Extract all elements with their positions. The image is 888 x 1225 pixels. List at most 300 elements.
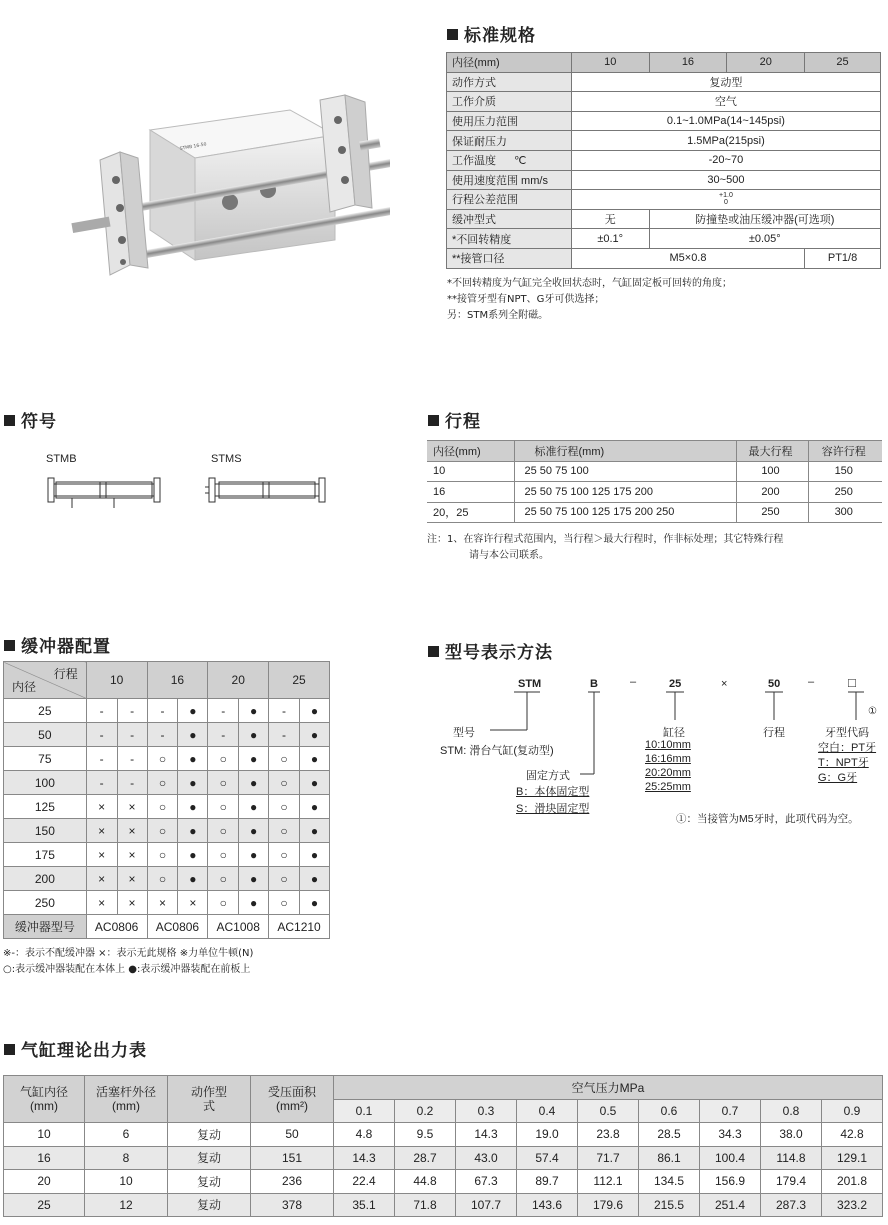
spec-value: ±0.1° xyxy=(571,229,649,249)
force-value-cell: 28.7 xyxy=(395,1146,456,1170)
buffer-mark-cell: ● xyxy=(300,843,330,867)
buffer-header-row xyxy=(4,662,330,699)
force-header-area-unit: (mm²) xyxy=(276,1099,308,1113)
spec-label: 缓冲型式 xyxy=(447,209,572,229)
buffer-mark-cell: - xyxy=(86,747,117,771)
force-pressure-header: 0.1 xyxy=(334,1099,395,1123)
spec-value: M5×0.8 xyxy=(571,248,804,268)
buffer-mark-cell: ○ xyxy=(269,819,300,843)
force-type-cell: 复动 xyxy=(168,1193,251,1217)
force-area-cell: 151 xyxy=(251,1146,334,1170)
buffer-mark-cell: ○ xyxy=(269,747,300,771)
buffer-stroke-cell: 125 xyxy=(4,795,87,819)
force-pressure-header: 0.6 xyxy=(639,1099,700,1123)
buffer-mark-cell: ○ xyxy=(208,747,239,771)
spec-label-cell xyxy=(447,150,572,170)
force-value-cell: 14.3 xyxy=(456,1123,517,1147)
force-body xyxy=(4,1123,883,1217)
section-title-spec xyxy=(447,21,536,46)
spec-value: 防撞垫或油压缓冲器(可选项) xyxy=(649,209,880,229)
buffer-mark-cell: × xyxy=(86,843,117,867)
force-value-cell: 251.4 xyxy=(700,1193,761,1217)
buffer-bore-header: 16 xyxy=(147,662,208,699)
force-value-cell: 323.2 xyxy=(822,1193,883,1217)
buffer-mark-cell: - xyxy=(269,699,300,723)
force-value-cell: 156.9 xyxy=(700,1170,761,1194)
buffer-mark-cell: ○ xyxy=(147,747,178,771)
spec-value: 30~500 xyxy=(571,170,880,190)
spec-header-cell: 25 xyxy=(805,53,881,73)
stroke-header-cell: 最大行程 xyxy=(736,441,808,462)
buffer-mark-cell: ○ xyxy=(269,795,300,819)
buffer-mark-cell: ● xyxy=(178,843,208,867)
force-rod-cell: 10 xyxy=(85,1170,168,1194)
buffer-notes xyxy=(3,946,253,978)
symbol-stms-icon xyxy=(205,470,330,514)
force-pressure-header: 0.9 xyxy=(822,1099,883,1123)
force-header-area-cell xyxy=(251,1076,334,1123)
spec-row xyxy=(447,190,881,210)
force-header-rod: 活塞杆外径(mm) xyxy=(85,1076,168,1123)
buffer-mark-cell: × xyxy=(147,891,178,915)
buffer-mark-cell: ● xyxy=(178,723,208,747)
spec-header-row xyxy=(447,53,881,73)
force-value-cell: 107.7 xyxy=(456,1193,517,1217)
spec-value: 空气 xyxy=(571,92,880,112)
tol-bottom: 0 xyxy=(723,199,728,207)
buffer-mark-cell: ● xyxy=(300,699,330,723)
buffer-mark-cell: ● xyxy=(300,747,330,771)
force-bore-cell: 10 xyxy=(4,1123,85,1147)
model-type-desc: STM: 滑台气缸(复动型) xyxy=(440,745,554,757)
spec-value: 复动型 xyxy=(571,72,880,92)
buffer-model-cell: AC0806 xyxy=(147,915,208,939)
model-bore-label: 缸径 xyxy=(663,727,685,739)
stroke-cell: 300 xyxy=(808,502,882,523)
force-rod-cell: 6 xyxy=(85,1123,168,1147)
buffer-mark-cell: ● xyxy=(239,867,269,891)
spec-label: 保证耐压力 xyxy=(447,131,572,151)
force-row xyxy=(4,1170,883,1194)
buffer-stroke-cell: 200 xyxy=(4,867,87,891)
code-x: × xyxy=(721,678,728,690)
buffer-stroke-cell: 100 xyxy=(4,771,87,795)
buffer-mark-cell: ● xyxy=(239,819,269,843)
force-value-cell: 179.6 xyxy=(578,1193,639,1217)
buffer-mark-cell: × xyxy=(86,819,117,843)
code-dash: – xyxy=(808,676,815,688)
section-title-force xyxy=(4,1036,147,1061)
stroke-cell: 16 xyxy=(427,482,514,503)
stroke-cell: 250 xyxy=(808,482,882,503)
force-header-pressure: 空气压力MPa xyxy=(334,1076,883,1100)
buffer-mark-cell: ● xyxy=(239,699,269,723)
force-pressure-header: 0.4 xyxy=(517,1099,578,1123)
tol-top: +1.0 xyxy=(719,192,733,200)
buffer-mark-cell: ○ xyxy=(208,867,239,891)
spec-label: 行程公差范围 xyxy=(447,190,572,210)
buffer-mark-cell: - xyxy=(208,699,239,723)
stroke-cell: 25 50 75 100 125 175 200 250 xyxy=(514,502,736,523)
force-value-cell: 57.4 xyxy=(517,1146,578,1170)
force-area-cell: 50 xyxy=(251,1123,334,1147)
force-value-cell: 114.8 xyxy=(761,1146,822,1170)
buffer-mark-cell: ○ xyxy=(269,867,300,891)
code-bore: 25 xyxy=(669,678,682,690)
spec-table xyxy=(446,52,881,269)
section-title-model xyxy=(428,638,553,663)
force-bore-cell: 16 xyxy=(4,1146,85,1170)
buffer-model-cell: AC0806 xyxy=(86,915,147,939)
buffer-mark-cell: × xyxy=(178,891,208,915)
buffer-stroke-cell: 250 xyxy=(4,891,87,915)
product-image xyxy=(60,90,390,290)
force-value-cell: 179.4 xyxy=(761,1170,822,1194)
model-thread-item: 空白：PT牙 xyxy=(818,742,877,754)
buffer-mark-cell: - xyxy=(117,771,147,795)
spec-unit: ℃ xyxy=(514,155,527,168)
stroke-cell: 10 xyxy=(427,461,514,482)
buffer-row xyxy=(4,891,330,915)
section-title-buffer-text: 缓冲器配置 xyxy=(21,637,111,657)
section-title-symbol xyxy=(4,407,57,432)
spec-row xyxy=(447,248,881,268)
model-note: ①：当接管为M5牙时，此项代码为空。 xyxy=(676,813,859,825)
force-header-bore: 气缸内径(mm) xyxy=(4,1076,85,1123)
buffer-mark-cell: ○ xyxy=(269,843,300,867)
spec-value: 无 xyxy=(571,209,649,229)
corner-stroke-label: 行程 xyxy=(53,667,78,681)
section-title-force-text: 气缸理论出力表 xyxy=(21,1041,147,1061)
buffer-mark-cell: ● xyxy=(300,819,330,843)
force-value-cell: 19.0 xyxy=(517,1123,578,1147)
code-b: B xyxy=(590,678,598,690)
stroke-cell: 100 xyxy=(736,461,808,482)
section-title-model-text: 型号表示方法 xyxy=(445,643,553,663)
buffer-mark-cell: × xyxy=(86,795,117,819)
model-bore-item: 20:20mm xyxy=(645,767,691,779)
buffer-row xyxy=(4,843,330,867)
force-value-cell: 14.3 xyxy=(334,1146,395,1170)
stroke-header-cell: 内径(mm) xyxy=(427,441,514,462)
force-type-cell: 复动 xyxy=(168,1170,251,1194)
force-row xyxy=(4,1123,883,1147)
buffer-mark-cell: ● xyxy=(300,795,330,819)
force-header-row xyxy=(4,1076,883,1100)
buffer-mark-cell: ● xyxy=(178,867,208,891)
code-box: □ xyxy=(848,675,856,690)
model-thread-item: T：NPT牙 xyxy=(818,757,869,769)
buffer-mark-cell: - xyxy=(117,723,147,747)
buffer-mark-cell: ● xyxy=(239,723,269,747)
section-title-spec-text: 标准规格 xyxy=(464,26,536,46)
buffer-row xyxy=(4,867,330,891)
buffer-mark-cell: - xyxy=(147,699,178,723)
force-pressure-header: 0.2 xyxy=(395,1099,456,1123)
spec-label: 工作介质 xyxy=(447,92,572,112)
force-bore-cell: 25 xyxy=(4,1193,85,1217)
stroke-table xyxy=(427,440,882,523)
spec-note: 另：STM系列全附磁。 xyxy=(447,310,549,321)
spec-row xyxy=(447,111,881,131)
buffer-mark-cell: ● xyxy=(300,771,330,795)
force-value-cell: 112.1 xyxy=(578,1170,639,1194)
buffer-mark-cell: ● xyxy=(300,867,330,891)
model-type-label: 型号 xyxy=(453,727,475,739)
force-value-cell: 287.3 xyxy=(761,1193,822,1217)
spec-label: 使用压力范围 xyxy=(447,111,572,131)
buffer-mark-cell: ● xyxy=(239,747,269,771)
spec-notes xyxy=(447,276,732,324)
force-value-cell: 67.3 xyxy=(456,1170,517,1194)
code-stm: STM xyxy=(518,678,542,690)
buffer-mark-cell: ○ xyxy=(147,795,178,819)
model-fix-b: B：本体固定型 xyxy=(516,786,590,798)
force-rod-cell: 12 xyxy=(85,1193,168,1217)
stroke-row xyxy=(427,461,882,482)
stroke-cell: 150 xyxy=(808,461,882,482)
buffer-mark-cell: × xyxy=(86,867,117,891)
buffer-table xyxy=(3,661,330,939)
buffer-model-label: 缓冲器型号 xyxy=(4,915,87,939)
force-value-cell: 34.3 xyxy=(700,1123,761,1147)
force-type-cell: 复动 xyxy=(168,1123,251,1147)
model-thread-item: G：G牙 xyxy=(818,772,858,784)
force-pressure-header: 0.5 xyxy=(578,1099,639,1123)
buffer-note: ○:表示缓冲器装配在本体上 ●:表示缓冲器装配在前板上 xyxy=(3,964,251,975)
stroke-cell: 25 50 75 100 xyxy=(514,461,736,482)
buffer-mark-cell: ○ xyxy=(208,795,239,819)
buffer-mark-cell: ○ xyxy=(269,771,300,795)
stroke-cell: 250 xyxy=(736,502,808,523)
stroke-header-cell: 容许行程 xyxy=(808,441,882,462)
buffer-row xyxy=(4,699,330,723)
spec-note: *不回转精度为气缸完全收回状态时，气缸固定板可回转的角度； xyxy=(447,278,732,289)
stroke-cell: 200 xyxy=(736,482,808,503)
buffer-mark-cell: ● xyxy=(239,795,269,819)
buffer-mark-cell: ● xyxy=(300,723,330,747)
buffer-mark-cell: ○ xyxy=(147,819,178,843)
buffer-stroke-cell: 25 xyxy=(4,699,87,723)
spec-row xyxy=(447,150,881,170)
buffer-mark-cell: - xyxy=(147,723,178,747)
spec-value: -20~70 xyxy=(571,150,880,170)
section-title-buffer xyxy=(4,632,111,657)
force-value-cell: 201.8 xyxy=(822,1170,883,1194)
force-table xyxy=(3,1075,883,1217)
force-value-cell: 22.4 xyxy=(334,1170,395,1194)
buffer-mark-cell: - xyxy=(117,747,147,771)
stroke-notes xyxy=(427,532,783,564)
model-code-diagram xyxy=(428,670,888,830)
force-value-cell: 134.5 xyxy=(639,1170,700,1194)
code-dash: – xyxy=(630,676,637,688)
model-bore-item: 10:10mm xyxy=(645,739,691,751)
model-bore-item: 25:25mm xyxy=(645,781,691,793)
force-row xyxy=(4,1193,883,1217)
buffer-mark-cell: - xyxy=(269,723,300,747)
buffer-mark-cell: ○ xyxy=(208,771,239,795)
buffer-mark-cell: ○ xyxy=(208,819,239,843)
spec-tolerance-cell xyxy=(571,190,880,210)
model-fix-s: S：滑块固定型 xyxy=(516,803,590,815)
force-rod-cell: 8 xyxy=(85,1146,168,1170)
buffer-stroke-cell: 175 xyxy=(4,843,87,867)
force-pressure-header: 0.3 xyxy=(456,1099,517,1123)
stroke-cell: 25 50 75 100 125 175 200 xyxy=(514,482,736,503)
buffer-mark-cell: ○ xyxy=(208,843,239,867)
spec-row xyxy=(447,131,881,151)
section-title-stroke-text: 行程 xyxy=(445,412,481,432)
force-value-cell: 43.0 xyxy=(456,1146,517,1170)
buffer-row xyxy=(4,771,330,795)
spec-row xyxy=(447,209,881,229)
buffer-body xyxy=(4,699,330,915)
buffer-mark-cell: ● xyxy=(178,771,208,795)
buffer-stroke-cell: 50 xyxy=(4,723,87,747)
model-circ-mark: ① xyxy=(868,706,877,717)
stroke-row xyxy=(427,502,882,523)
buffer-mark-cell: ○ xyxy=(147,771,178,795)
spec-header-cell: 20 xyxy=(727,53,805,73)
spec-label: 使用速度范围 mm/s xyxy=(447,170,572,190)
force-value-cell: 28.5 xyxy=(639,1123,700,1147)
spec-header-cell: 16 xyxy=(649,53,727,73)
body-label: STMB 16-50 xyxy=(179,142,208,152)
force-value-cell: 35.1 xyxy=(334,1193,395,1217)
stroke-header-row xyxy=(427,441,882,462)
buffer-stroke-cell: 150 xyxy=(4,819,87,843)
model-bore-item: 16:16mm xyxy=(645,753,691,765)
spec-value: 0.1~1.0MPa(14~145psi) xyxy=(571,111,880,131)
force-value-cell: 4.8 xyxy=(334,1123,395,1147)
spec-value: 1.5MPa(215psi) xyxy=(571,131,880,151)
buffer-mark-cell: - xyxy=(86,699,117,723)
buffer-mark-cell: - xyxy=(208,723,239,747)
force-value-cell: 38.0 xyxy=(761,1123,822,1147)
buffer-mark-cell: ● xyxy=(300,891,330,915)
spec-label: **接管口径 xyxy=(447,248,572,268)
symbol-stmb-label: STMB xyxy=(46,453,77,465)
model-thread-label: 牙型代码 xyxy=(825,727,869,739)
buffer-mark-cell: - xyxy=(86,723,117,747)
buffer-row xyxy=(4,723,330,747)
spec-row xyxy=(447,92,881,112)
buffer-stroke-cell: 75 xyxy=(4,747,87,771)
force-header-type: 动作型式 xyxy=(168,1076,251,1123)
spec-label: 动作方式 xyxy=(447,72,572,92)
buffer-mark-cell: ● xyxy=(178,699,208,723)
force-value-cell: 44.8 xyxy=(395,1170,456,1194)
force-value-cell: 23.8 xyxy=(578,1123,639,1147)
spec-label: *不回转精度 xyxy=(447,229,572,249)
buffer-mark-cell: × xyxy=(117,891,147,915)
spec-row xyxy=(447,229,881,249)
buffer-mark-cell: × xyxy=(117,819,147,843)
buffer-mark-cell: ● xyxy=(178,819,208,843)
buffer-bore-header: 20 xyxy=(208,662,269,699)
force-pressure-header: 0.7 xyxy=(700,1099,761,1123)
buffer-mark-cell: ● xyxy=(239,843,269,867)
buffer-model-row xyxy=(4,915,330,939)
stroke-note: 注：1、在容许行程式范围内，当行程＞最大行程时，作非标处理；其它特殊行程 xyxy=(427,534,784,545)
buffer-note: ※-：表示不配缓冲器 ×：表示无此规格 ※力单位牛顿(N) xyxy=(3,948,254,959)
stroke-note: 请与本公司联系。 xyxy=(469,550,549,561)
stroke-row xyxy=(427,482,882,503)
symbol-stms-label: STMS xyxy=(211,453,242,465)
buffer-row xyxy=(4,747,330,771)
section-title-symbol-text: 符号 xyxy=(21,412,57,432)
model-fix-label: 固定方式 xyxy=(526,770,570,782)
buffer-corner-cell xyxy=(4,662,87,699)
spec-label: 工作温度 xyxy=(452,155,496,168)
spec-value: ±0.05° xyxy=(649,229,880,249)
spec-note: **接管牙型有NPT、G牙可供选择； xyxy=(447,294,605,305)
buffer-bore-header: 25 xyxy=(269,662,330,699)
buffer-mark-cell: × xyxy=(117,867,147,891)
force-row xyxy=(4,1146,883,1170)
force-value-cell: 215.5 xyxy=(639,1193,700,1217)
buffer-mark-cell: ● xyxy=(178,795,208,819)
force-value-cell: 86.1 xyxy=(639,1146,700,1170)
buffer-mark-cell: - xyxy=(86,771,117,795)
symbol-stmb-icon xyxy=(44,470,164,514)
buffer-mark-cell: × xyxy=(117,795,147,819)
buffer-bore-header: 10 xyxy=(86,662,147,699)
force-value-cell: 42.8 xyxy=(822,1123,883,1147)
force-header-area: 受压面积 xyxy=(267,1085,316,1099)
force-value-cell: 71.8 xyxy=(395,1193,456,1217)
stroke-cell: 20，25 xyxy=(427,502,514,523)
force-value-cell: 71.7 xyxy=(578,1146,639,1170)
force-pressure-header: 0.8 xyxy=(761,1099,822,1123)
stroke-header-cell: 标准行程(mm) xyxy=(514,441,736,462)
force-value-cell: 129.1 xyxy=(822,1146,883,1170)
force-value-cell: 100.4 xyxy=(700,1146,761,1170)
buffer-mark-cell: ○ xyxy=(147,867,178,891)
buffer-mark-cell: × xyxy=(117,843,147,867)
force-bore-cell: 20 xyxy=(4,1170,85,1194)
spec-header-cell: 内径(mm) xyxy=(447,53,572,73)
buffer-mark-cell: ○ xyxy=(269,891,300,915)
buffer-mark-cell: ○ xyxy=(208,891,239,915)
code-stroke: 50 xyxy=(768,678,781,690)
buffer-mark-cell: ● xyxy=(239,771,269,795)
spec-row xyxy=(447,170,881,190)
section-title-stroke xyxy=(428,407,481,432)
force-type-cell: 复动 xyxy=(168,1146,251,1170)
model-stroke-label: 行程 xyxy=(763,727,785,739)
buffer-row xyxy=(4,795,330,819)
buffer-mark-cell: × xyxy=(86,891,117,915)
spec-value: PT1/8 xyxy=(805,248,881,268)
force-area-cell: 378 xyxy=(251,1193,334,1217)
buffer-model-cell: AC1210 xyxy=(269,915,330,939)
spec-row xyxy=(447,72,881,92)
buffer-model-cell: AC1008 xyxy=(208,915,269,939)
buffer-mark-cell: ○ xyxy=(147,843,178,867)
force-value-cell: 9.5 xyxy=(395,1123,456,1147)
force-value-cell: 143.6 xyxy=(517,1193,578,1217)
buffer-mark-cell: - xyxy=(117,699,147,723)
buffer-mark-cell: ● xyxy=(239,891,269,915)
spec-header-cell: 10 xyxy=(571,53,649,73)
buffer-row xyxy=(4,819,330,843)
force-value-cell: 89.7 xyxy=(517,1170,578,1194)
corner-bore-label: 内径 xyxy=(12,680,37,694)
buffer-mark-cell: ● xyxy=(178,747,208,771)
force-area-cell: 236 xyxy=(251,1170,334,1194)
